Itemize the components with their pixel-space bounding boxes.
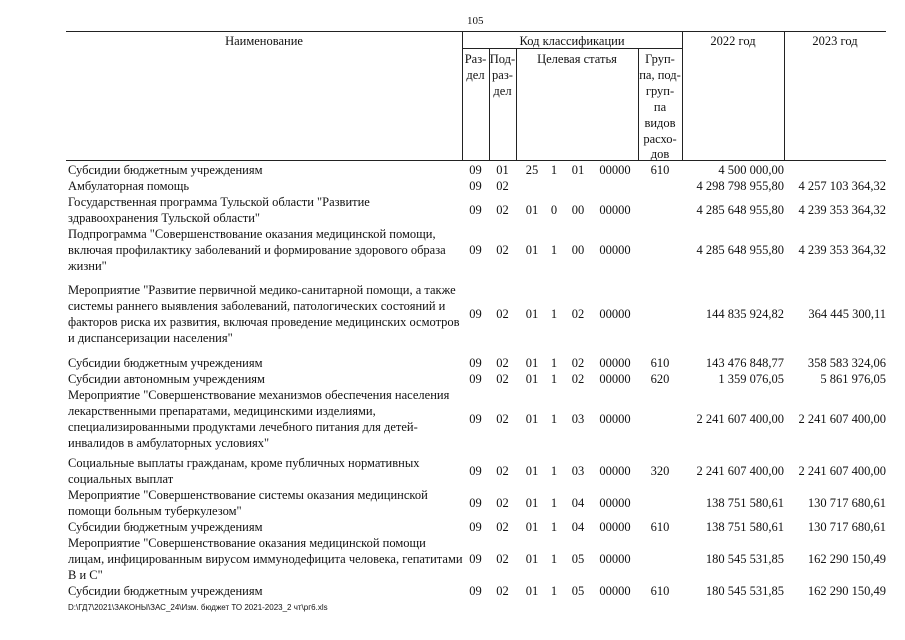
cell-podrazdel: 02	[496, 372, 509, 386]
cell-name: Субсидии автономным учреждениям	[68, 372, 265, 386]
cell-podrazdel: 01	[496, 163, 509, 177]
header-bottom-rule	[66, 160, 886, 161]
header-code: Код классификации	[519, 34, 625, 48]
cell-name: Мероприятие "Совершенствование механизмов обеспечения населения лекарственными препаратами, медицинскими изделиями, специализированными продуктами лечебного питания для детей-инвалидов в амбулаторных условиях"	[68, 388, 450, 450]
cell-razdel: 09	[469, 412, 482, 426]
cell-target-direction: 00000	[599, 243, 631, 257]
cell-target-event: 02	[571, 356, 585, 370]
cell-year2-amount: 4 239 353 364,32	[798, 243, 886, 257]
cell-name: Субсидии бюджетным учреждениям	[68, 520, 263, 534]
cell-year2-amount: 162 290 150,49	[807, 552, 886, 566]
cell-target-direction: 00000	[599, 356, 631, 370]
cell-target-program: 01	[525, 203, 539, 217]
header-group-5: видов	[644, 116, 676, 130]
header-target: Целевая статья	[537, 52, 617, 66]
header-group-4: па	[653, 100, 667, 114]
cell-podrazdel: 02	[496, 243, 509, 257]
cell-target-direction: 00000	[599, 496, 631, 510]
cell-podrazdel: 02	[496, 356, 509, 370]
col-divider-group	[682, 31, 683, 161]
cell-target-program: 01	[525, 243, 539, 257]
cell-year1-amount: 2 241 607 400,00	[696, 464, 784, 478]
header-razdel-2: дел	[466, 68, 485, 82]
cell-target-event: 00	[571, 243, 585, 257]
cell-year1-amount: 2 241 607 400,00	[696, 412, 784, 426]
cell-target-subprogram: 1	[550, 412, 558, 426]
cell-podrazdel: 02	[496, 496, 509, 510]
cell-razdel: 09	[469, 307, 482, 321]
cell-target-subprogram: 1	[550, 356, 558, 370]
cell-razdel: 09	[469, 496, 482, 510]
cell-razdel: 09	[469, 203, 482, 217]
cell-podrazdel: 02	[496, 179, 509, 193]
cell-name: Мероприятие "Совершенствование системы оказания медицинской помощи больным туберкулезом"	[68, 488, 428, 518]
cell-year1-amount: 180 545 531,85	[705, 584, 784, 598]
cell-target-direction: 00000	[599, 552, 631, 566]
header-podrazdel-1: Под-	[489, 52, 516, 66]
cell-year1-amount: 1 359 076,05	[718, 372, 784, 386]
header-group-7: дов	[650, 147, 670, 161]
cell-name: Субсидии бюджетным учреждениям	[68, 163, 263, 177]
cell-target-event: 02	[571, 307, 585, 321]
cell-target-program: 01	[525, 356, 539, 370]
cell-name: Подпрограмма "Совершенствование оказания медицинской помощи, включая профилактику заболеваний и формирование здорового образа жизни"	[68, 227, 446, 273]
cell-expense-group: 620	[650, 372, 670, 386]
cell-razdel: 09	[469, 356, 482, 370]
cell-target-program: 01	[525, 307, 539, 321]
header-podrazdel-3: дел	[493, 84, 512, 98]
cell-target-subprogram: 1	[550, 552, 558, 566]
cell-razdel: 09	[469, 179, 482, 193]
cell-name: Мероприятие "Совершенствование оказания медицинской помощи лицам, инфицированным вирусом иммунодефицита человека, гепатитами В и С"	[68, 536, 463, 582]
cell-target-event: 03	[571, 464, 585, 478]
cell-podrazdel: 02	[496, 552, 509, 566]
cell-target-direction: 00000	[599, 203, 631, 217]
cell-target-subprogram: 1	[550, 464, 558, 478]
cell-target-direction: 00000	[599, 464, 631, 478]
cell-target-event: 01	[571, 163, 585, 177]
cell-razdel: 09	[469, 372, 482, 386]
cell-year2-amount: 2 241 607 400,00	[798, 412, 886, 426]
header-group-1: Груп-	[645, 52, 675, 66]
cell-target-program: 01	[525, 496, 539, 510]
cell-target-event: 03	[571, 412, 585, 426]
cell-podrazdel: 02	[496, 584, 509, 598]
cell-target-direction: 00000	[599, 163, 631, 177]
cell-expense-group: 610	[650, 520, 670, 534]
cell-podrazdel: 02	[496, 307, 509, 321]
header-group-3: груп-	[645, 84, 675, 98]
cell-target-program: 01	[525, 520, 539, 534]
file-path-footer: D:\ГД7\2021\ЗАКОНЫ\ЗАС_24\Изм. бюджет ТО 2021-2023_2 чт\рг6.xls	[68, 603, 328, 612]
cell-year1-amount: 180 545 531,85	[705, 552, 784, 566]
cell-target-program: 01	[525, 584, 539, 598]
cell-target-event: 04	[571, 520, 585, 534]
cell-target-program: 01	[525, 412, 539, 426]
header-name: Наименование	[225, 34, 303, 48]
cell-target-subprogram: 1	[550, 496, 558, 510]
cell-name: Субсидии бюджетным учреждениям	[68, 356, 263, 370]
cell-expense-group: 610	[650, 356, 670, 370]
cell-razdel: 09	[469, 520, 482, 534]
cell-year2-amount: 162 290 150,49	[807, 584, 886, 598]
cell-target-direction: 00000	[599, 412, 631, 426]
cell-year2-amount: 358 583 324,06	[807, 356, 886, 370]
cell-razdel: 09	[469, 243, 482, 257]
cell-year2-amount: 4 239 353 364,32	[798, 203, 886, 217]
cell-target-subprogram: 1	[550, 372, 558, 386]
cell-target-direction: 00000	[599, 584, 631, 598]
cell-target-program: 01	[525, 372, 539, 386]
header-razdel-1: Раз-	[464, 52, 487, 66]
cell-razdel: 09	[469, 584, 482, 598]
col-divider-year1	[784, 31, 785, 161]
header-top-rule	[66, 31, 886, 32]
cell-expense-group: 610	[650, 584, 670, 598]
header-podrazdel-2: раз-	[492, 68, 513, 82]
header-group-2: па, под-	[639, 68, 681, 82]
cell-podrazdel: 02	[496, 203, 509, 217]
cell-target-event: 04	[571, 496, 585, 510]
cell-expense-group: 320	[650, 464, 670, 478]
cell-year1-amount: 4 285 648 955,80	[696, 243, 784, 257]
cell-name: Социальные выплаты гражданам, кроме публичных нормативных социальных выплат	[68, 456, 420, 486]
cell-year1-amount: 4 285 648 955,80	[696, 203, 784, 217]
cell-name: Амбулаторная помощь	[68, 179, 190, 193]
cell-target-subprogram: 0	[550, 203, 558, 217]
cell-target-subprogram: 1	[550, 243, 558, 257]
cell-name: Мероприятие "Развитие первичной медико-санитарной помощи, а также системы раннего выявления заболеваний, патологических состояний и факторов риска их развития, включая проведение медицинских осмотров и диспансеризации населения"	[68, 283, 460, 345]
cell-target-direction: 00000	[599, 307, 631, 321]
cell-razdel: 09	[469, 163, 482, 177]
cell-target-program: 01	[525, 464, 539, 478]
cell-year2-amount: 2 241 607 400,00	[798, 464, 886, 478]
cell-podrazdel: 02	[496, 464, 509, 478]
cell-target-event: 00	[571, 203, 585, 217]
cell-podrazdel: 02	[496, 520, 509, 534]
cell-target-direction: 00000	[599, 520, 631, 534]
cell-name: Субсидии бюджетным учреждениям	[68, 584, 263, 598]
cell-target-subprogram: 1	[550, 584, 558, 598]
cell-target-event: 02	[571, 372, 585, 386]
header-year1: 2022 год	[710, 34, 756, 48]
header-group-6: расхо-	[643, 132, 677, 146]
header-year2: 2023 год	[812, 34, 858, 48]
cell-target-subprogram: 1	[550, 163, 558, 177]
cell-year2-amount: 5 861 976,05	[820, 372, 886, 386]
cell-year1-amount: 4 298 798 955,80	[696, 179, 784, 193]
cell-target-event: 05	[571, 584, 585, 598]
cell-year1-amount: 138 751 580,61	[705, 496, 784, 510]
cell-expense-group: 610	[650, 163, 670, 177]
cell-year2-amount: 364 445 300,11	[808, 307, 886, 321]
cell-year1-amount: 144 835 924,82	[705, 307, 784, 321]
cell-year2-amount: 4 257 103 364,32	[798, 179, 886, 193]
cell-razdel: 09	[469, 464, 482, 478]
cell-year1-amount: 4 500 000,00	[718, 163, 784, 177]
cell-year2-amount: 130 717 680,61	[807, 520, 886, 534]
cell-target-program: 25	[525, 163, 539, 177]
cell-razdel: 09	[469, 552, 482, 566]
cell-year2-amount: 130 717 680,61	[807, 496, 886, 510]
cell-target-program: 01	[525, 552, 539, 566]
cell-target-direction: 00000	[599, 372, 631, 386]
cell-podrazdel: 02	[496, 412, 509, 426]
cell-year1-amount: 143 476 848,77	[705, 356, 784, 370]
page-number: 105	[467, 15, 484, 27]
cell-year1-amount: 138 751 580,61	[705, 520, 784, 534]
cell-target-subprogram: 1	[550, 307, 558, 321]
cell-name: Государственная программа Тульской области "Развитие здравоохранения Тульской области"	[68, 195, 370, 225]
cell-target-event: 05	[571, 552, 585, 566]
cell-target-subprogram: 1	[550, 520, 558, 534]
